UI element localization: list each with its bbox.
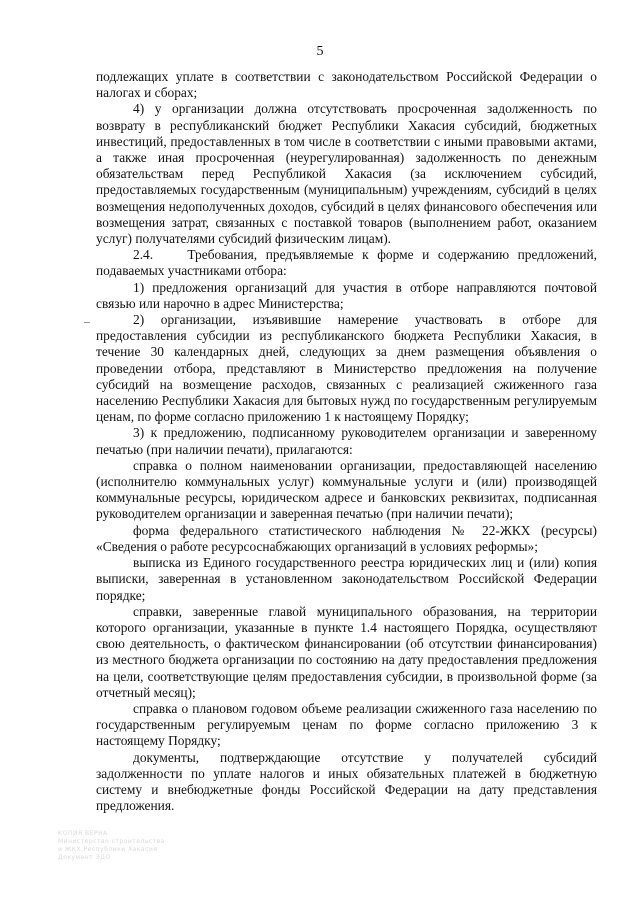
paragraph-item-4: 4) у организации должна отсутствовать просроченная задолженность по возврату в республиканский бюджет Республики Хакасия субсидий, бюджетных инвестиций, предоставленных в том числе в соответствии с иными правовыми актами, а также иная просроченная (неурегулированная) задолженность по денежным обязательствам перед Республикой Хакасия (за исключением субсидий, предоставляемых государственным (муниципальным) учреждениям, субсидий в целях возмещения недополученных доходов, субсидий в целях финансового обеспечения или возмещения затрат, связанных с поставкой товаров (выполнением работ, оказанием услуг) получателями субсидий физическим лицам). [96,101,597,247]
stamp-line: Документ ЭДО [58,854,111,861]
stamp-line: Министерство строительства [58,838,165,845]
paragraph-tax-documents: документы, подтверждающие отсутствие у получателей субсидий задолженности по уплате налогов и иных обязательных платежей в бюджетную систему и внебюджетные фонды Российской Федерации на дату представления предложения. [96,749,597,814]
page-number: 5 [316,44,324,59]
document-body [96,69,597,814]
stamp-line: и ЖКХ Республики Хакасия [58,846,158,853]
paragraph-item-2: 2) организации, изъявившие намерение участвовать в отборе для предоставления субсидии из республиканского бюджета Республики Хакасия, в течение 30 календарных дней, следующих за днем размещения объявления о проведении отбора, представляют в Министерство предложения на получение субсидий на возмещение расходов, связанных с реализацией сжиженного газа населению Республики Хакасия для бытовых нужд по государственным регулируемым ценам, по форме согласно приложению 1 к настоящему Порядку; [96,312,597,425]
paragraph-egrul-extract: выписка из Единого государственного реестра юридических лиц и (или) копия выписки, заверенная в установленном законодательством Российской Федерации порядке; [96,555,597,603]
paragraph-annual-volume: справка о плановом годовом объеме реализации сжиженного газа населению по государственным регулируемым ценам по форме согласно приложению 3 к настоящему Порядку; [96,700,597,749]
paragraph-form-22-zhkh: форма федерального статистического наблюдения № 22-ЖКХ (ресурсы) «Сведения о работе ресурсоснабжающих организаций в условиях реформы»; [96,522,597,554]
margin-mark [84,322,90,323]
paragraph-item-1: 1) предложения организаций для участия в отборе направляются почтовой связью или нарочно в адрес Министерства; [96,279,597,311]
stamp-line: КОПИЯ ВЕРНА [58,830,108,837]
faded-stamp [58,830,168,880]
paragraph-reference-organization: справка о полном наименовании организации, предоставляющей населению (исполнителю коммунальных услуг) коммунальные услуги и (или) производящей коммунальные ресурсы, юридическом адресе и банковских реквизитах, подписанная руководителем организации и заверенная печатью (при наличии печати); [96,457,597,522]
paragraph-item-3: 3) к предложению, подписанному руководителем организации и заверенному печатью (при наличии печати), прилагаются: [96,425,597,457]
paragraph-section-2-4: 2.4. Требования, предъявляемые к форме и содержанию предложений, подаваемых участниками отбора: [96,247,597,279]
paragraph-continuation: подлежащих уплате в соответствии с законодательством Российской Федерации о налогах и сборах; [96,69,597,101]
paragraph-municipal-certificates: справки, заверенные главой муниципального образования, на территории которого организации, указанные в пункте 1.4 настоящего Порядка, осуществляют свою деятельность, о фактическом финансировании (об отсутствии финансирования) из местного бюджета организации по состоянию на дату предоставления предложения на цели, соответствующие целям предоставления субсидии, в произвольной форме (за отчетный месяц); [96,603,597,700]
